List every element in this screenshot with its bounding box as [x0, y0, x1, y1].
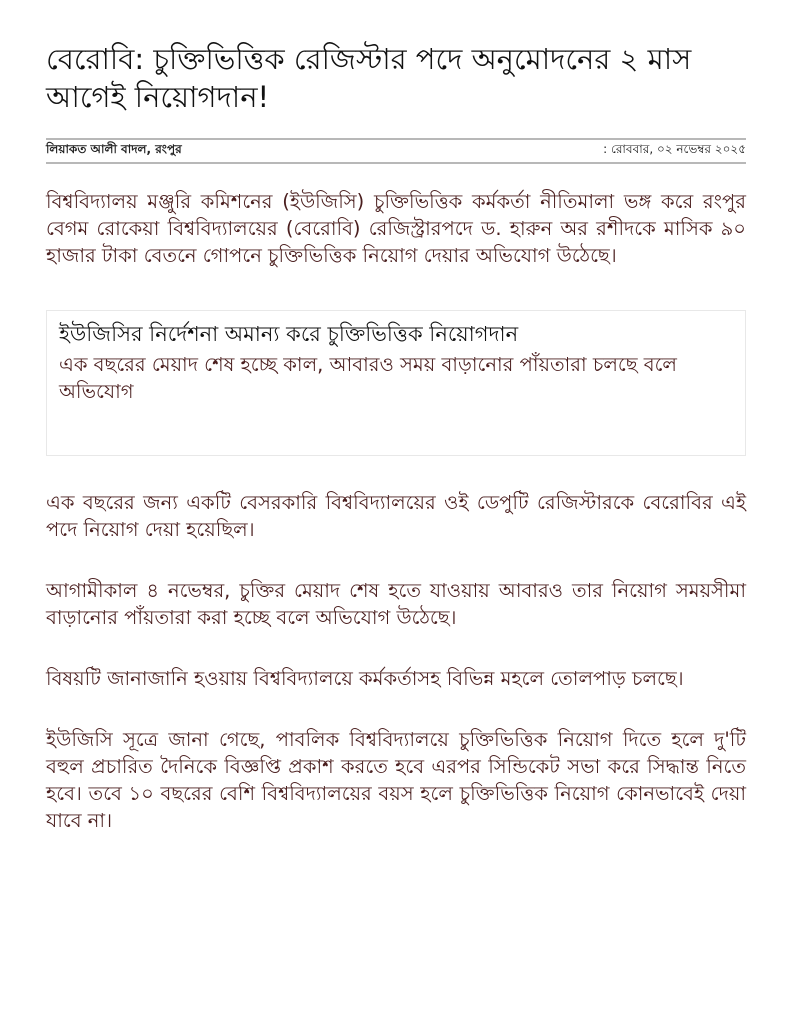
body-paragraph: ইউজিসি সূত্রে জানা গেছে, পাবলিক বিশ্ববিদ্যালয়ে চুক্তিভিত্তিক নিয়োগ দিতে হলে দু'টি বহুল প্রচারিত দৈনিকে বিজ্ঞপ্তি প্রকাশ করতে হবে এরপর সিন্ডিকেট সভা করে সিদ্ধান্ত নিতে হবে। তবে ১০ বছরের বেশি বিশ্ববিদ্যালয়ের বয়স হলে চুক্তিভিত্তিক নিয়োগ কোনভাবেই দেয়া যাবে না।	[46, 728, 746, 832]
body-paragraph: আগামীকাল ৪ নভেম্বর, চুক্তির মেয়াদ শেষ হতে যাওয়ায় আবারও তার নিয়োগ সময়সীমা বাড়ানোর পাঁয়তারা করা হচ্ছে বলে অভিযোগ উঠেছে।	[46, 579, 746, 629]
lead-paragraph: বিশ্ববিদ্যালয় মঞ্জুরি কমিশনের (ইউজিসি) চুক্তিভিত্তিক কর্মকর্তা নীতিমালা ভঙ্গ করে রংপুর বেগম রোকেয়া বিশ্ববিদ্যালয়ের (বেরোবি) রেজিস্ট্রারপদে ড. হারুন অর রশীদকে মাসিক ৯০ হাজার টাকা বেতনে গোপনে চুক্তিভিত্তিক নিয়োগ দেয়ার অভিযোগ উঠেছে।	[46, 190, 746, 267]
publish-date: : রোববার, ০২ নভেম্বর ২০২৫	[603, 142, 746, 156]
article	[46, 40, 746, 834]
highlight-subtitle: এক বছরের মেয়াদ শেষ হচ্ছে কাল, আবারও সময় বাড়ানোর পাঁয়তারা চলছে বলে অভিযোগ	[59, 353, 677, 403]
body-paragraph: বিষয়টি জানাজানি হওয়ায় বিশ্ববিদ্যালয়ে কর্মকর্তাসহ বিভিন্ন মহলে তোলপাড় চলছে।	[46, 667, 684, 690]
article-headline: বেরোবি: চুক্তিভিত্তিক রেজিস্টার পদে অনুমোদনের ২ মাস আগেই নিয়োগদান!	[46, 42, 692, 114]
highlight-title: ইউজিসির নির্দেশনা অমান্য করে চুক্তিভিত্তিক নিয়োগদান	[59, 322, 519, 346]
body-paragraph: এক বছরের জন্য একটি বেসরকারি বিশ্ববিদ্যালয়ের ওই ডেপুটি রেজিস্টারকে বেরোবির এই পদে নিয়োগ দেয়া হয়েছিল।	[46, 491, 746, 541]
author-name: লিয়াকত আলী বাদল, রংপুর	[46, 142, 182, 156]
highlight-box	[46, 310, 746, 456]
byline-bar	[46, 138, 746, 164]
